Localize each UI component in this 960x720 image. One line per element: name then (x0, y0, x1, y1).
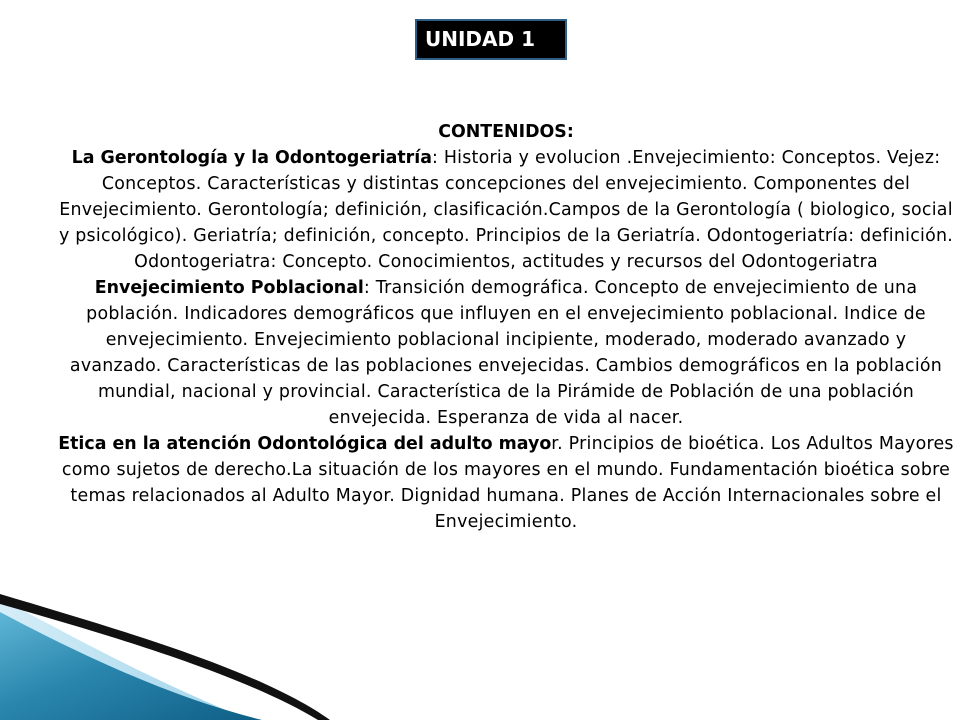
section-envejecimiento-title: Envejecimiento Poblacional (94, 278, 364, 298)
contents-heading: CONTENIDOS: (438, 122, 574, 142)
section-envejecimiento-text: : Transición demográfica. Concepto de envejecimiento de una población. Indicadores demográficos que influyen en el envejecimiento poblacional. Indice de envejecimiento. Envejecimiento poblacional incipiente, moderado, moderado avanzado y avanzado. Características de las poblaciones envejecidas. Cambios demográficos en la población mundial, nacional y provincial. Característica de la Pirámide de Población de una población envejecida. Esperanza de vida al nacer. (69, 278, 943, 428)
contents-body (58, 119, 954, 535)
section-etica (58, 431, 954, 535)
section-etica-text: r. Principios de bioética. Los Adultos Mayores como sujetos de derecho.La situación de los mayores en el mundo. Fundamentación bioética sobre temas relacionados al Adulto Mayor. Dignidad humana. Planes de Acción Internacionales sobre el Envejecimiento. (61, 434, 954, 532)
decorative-wave-corner (0, 590, 960, 720)
section-etica-title: Etica en la atención Odontológica del adulto mayo (58, 434, 552, 454)
section-gerontologia-title: La Gerontología y la Odontogeriatría (71, 148, 432, 168)
section-gerontologia (58, 145, 954, 275)
section-envejecimiento-poblacional (58, 275, 954, 431)
unit-title: UNIDAD 1 (415, 19, 567, 60)
section-gerontologia-text: : Historia y evolucion .Envejecimiento: Conceptos. Vejez: Conceptos. Características y distintas concepciones del envejecimiento. Componentes del Envejecimiento. Gerontología; definición, clasificación.Campos de la Gerontología ( biologico, social y psicológico). Geriatría; definición, concepto. Principios de la Geriatría. Odontogeriatría: definición. Odontogeriatra: Concepto. Conocimientos, actitudes y recursos del Odontogeriatra (58, 148, 954, 272)
